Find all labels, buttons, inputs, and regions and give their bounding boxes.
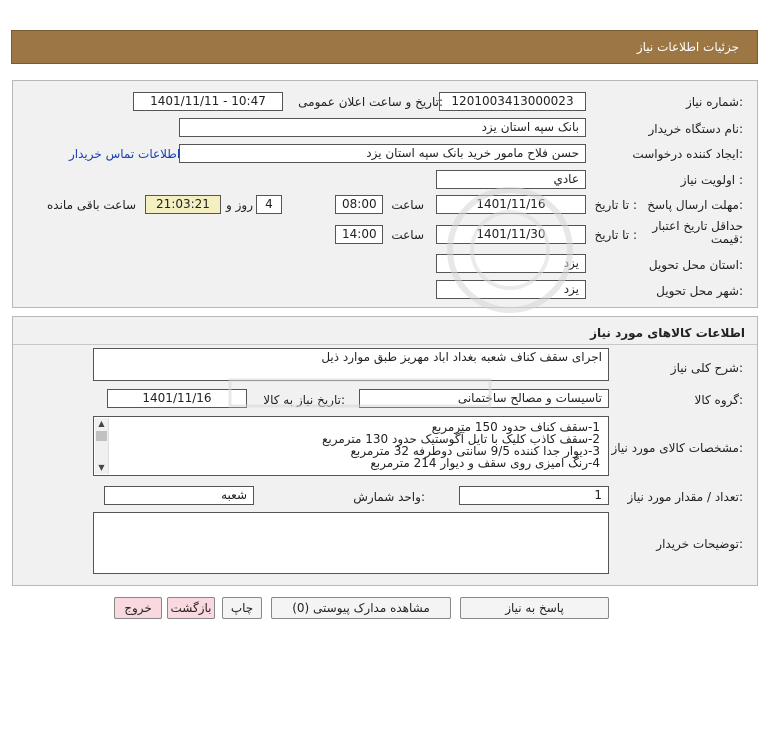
specs-label: مشخصات کالای مورد نیاز: — [611, 441, 743, 455]
reply-button[interactable]: پاسخ به نیاز — [460, 597, 609, 619]
scroll-down-icon[interactable]: ▼ — [98, 463, 105, 472]
unit-label: واحد شمارش: — [353, 490, 425, 504]
delivery-province-field: یزد — [436, 254, 586, 273]
remaining-time-label: ساعت باقی مانده — [47, 198, 137, 212]
deadline-time-field: 08:00 — [335, 195, 383, 214]
validity-time-field: 14:00 — [335, 225, 383, 244]
quantity-label: تعداد / مقدار مورد نیاز: — [627, 490, 743, 504]
priority-field: عادي — [436, 170, 586, 189]
summary-field: اجرای سقف کناف شعبه بغداد اباد مهریز طبق موارد ذیل — [93, 348, 609, 381]
buyer-contact-link[interactable]: اطلاعات تماس خریدار — [69, 147, 181, 161]
delivery-city-field: یزد — [436, 280, 586, 299]
buyer-notes-label: توضیحات خریدار: — [656, 537, 743, 551]
need-date-label: تاریخ نیاز به کالا: — [263, 393, 345, 407]
specs-listbox[interactable] — [93, 416, 609, 476]
scroll-up-icon[interactable]: ▲ — [98, 419, 105, 428]
validity-date-field: 1401/11/30 — [436, 225, 586, 244]
goods-section-title: اطلاعات کالاهای مورد نیاز — [590, 326, 745, 340]
spec-line: 3-دیوار جدا کننده 9/5 سانتی دوطرفه 32 مترمربع — [350, 444, 600, 458]
deadline-time-label: ساعت — [391, 198, 424, 212]
requester-label: ایجاد کننده درخواست: — [632, 147, 743, 161]
spec-line: 1-سقف کناف حدود 150 مترمربع — [431, 420, 600, 434]
days-label: روز و — [226, 198, 253, 212]
validity-to-date-label: تا تاریخ : — [594, 228, 637, 242]
need-details-panel — [12, 80, 758, 308]
goods-group-label: گروه کالا: — [694, 393, 743, 407]
buyer-org-label: نام دستگاه خریدار: — [648, 122, 743, 136]
back-button[interactable]: بازگشت — [167, 597, 215, 619]
remaining-days-field: 4 — [256, 195, 282, 214]
quantity-field: 1 — [459, 486, 609, 505]
remaining-time-field: 21:03:21 — [145, 195, 221, 214]
priority-label: اولویت نیاز : — [680, 173, 743, 187]
view-attachments-button[interactable]: مشاهده مدارک پیوستی (0) — [271, 597, 451, 619]
validity-label-line2: قیمت: — [710, 232, 743, 246]
delivery-province-label: استان محل تحویل: — [648, 258, 743, 272]
need-number-label: شماره نیاز: — [685, 95, 743, 109]
exit-button[interactable]: خروج — [114, 597, 162, 619]
announce-datetime-field: 1401/11/11 - 10:47 — [133, 92, 283, 111]
deadline-date-field: 1401/11/16 — [436, 195, 586, 214]
scroll-thumb[interactable] — [96, 431, 107, 441]
deadline-to-date-label: تا تاریخ : — [594, 198, 637, 212]
spec-line: 4-رنگ امیزی روی سقف و دیوار 214 مترمربع — [370, 456, 600, 470]
unit-field: شعبه — [104, 486, 254, 505]
need-date-field: 1401/11/16 — [107, 389, 247, 408]
summary-label: شرح کلی نیاز: — [670, 361, 743, 375]
need-number-field: 1201003413000023 — [439, 92, 586, 111]
buyer-notes-field — [93, 512, 609, 574]
spec-line: 2-سقف کاذب کلیک با تایل آگوستیک حدود 130 مترمربع — [321, 432, 600, 446]
deadline-label: مهلت ارسال پاسخ: — [647, 198, 743, 212]
page-title: جزئيات اطلاعات نياز — [636, 40, 739, 54]
goods-panel — [12, 316, 758, 586]
section-divider — [13, 344, 757, 345]
validity-label-line1: حداقل تاریخ اعتبار — [652, 219, 743, 233]
print-button[interactable]: چاپ — [222, 597, 262, 619]
buyer-org-field: بانک سپه استان یزد — [179, 118, 586, 137]
delivery-city-label: شهر محل تحویل: — [656, 284, 743, 298]
specs-scrollbar[interactable] — [95, 418, 109, 474]
announce-datetime-label: تاریخ و ساعت اعلان عمومی: — [298, 95, 443, 109]
goods-group-field: تاسیسات و مصالح ساختمانی — [359, 389, 609, 408]
page-header — [11, 30, 758, 64]
validity-time-label: ساعت — [391, 228, 424, 242]
requester-field: حسن فلاح مامور خرید بانک سپه استان یزد — [179, 144, 586, 163]
